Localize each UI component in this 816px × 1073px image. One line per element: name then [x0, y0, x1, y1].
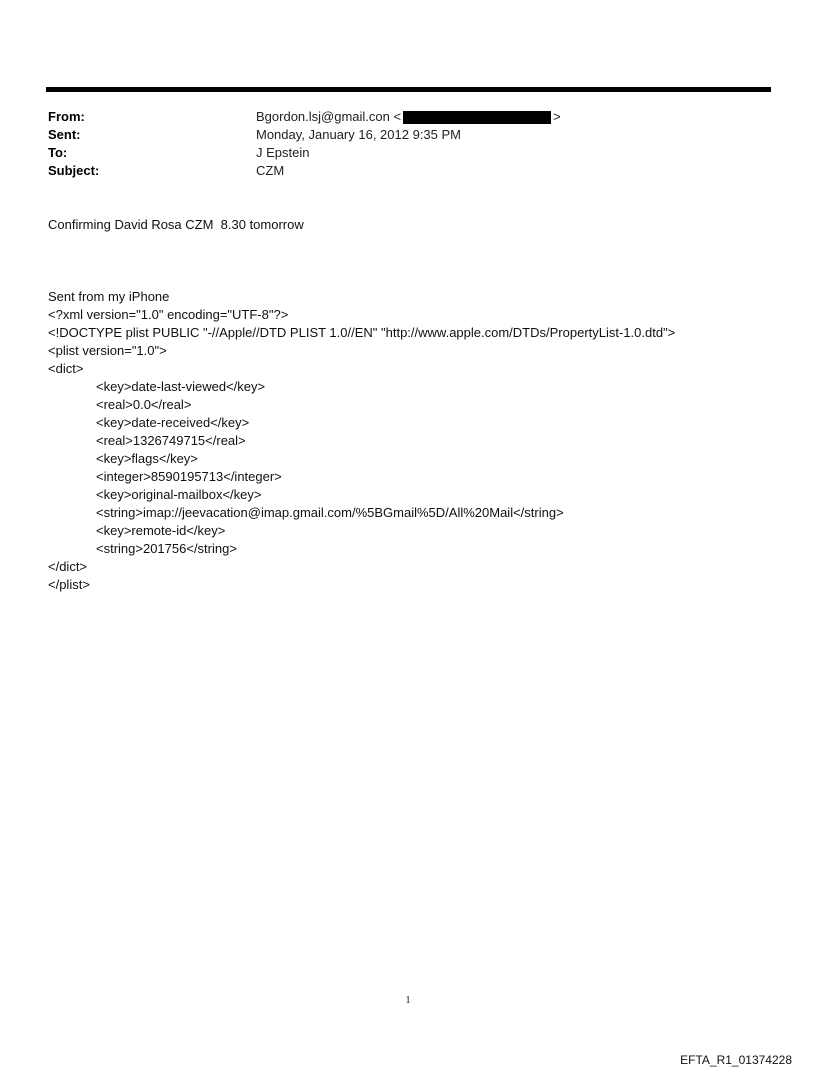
xml-line: </dict> — [48, 559, 88, 574]
email-body: Confirming David Rosa CZM 8.30 tomorrow — [48, 217, 304, 232]
sent-label: Sent: — [48, 127, 81, 142]
subject-value: CZM — [256, 163, 285, 178]
redaction-block — [403, 111, 551, 124]
xml-line: <real>1326749715</real> — [96, 433, 246, 448]
xml-line: <string>imap://jeevacation@imap.gmail.com/%5BGmail%5D/All%20Mail</string> — [96, 505, 564, 520]
xml-line: <key>original-mailbox</key> — [96, 487, 262, 502]
xml-line: <plist version="1.0"> — [48, 343, 167, 358]
from-address: Bgordon.lsj@gmail.con < — [256, 109, 402, 124]
xml-line: <key>date-received</key> — [96, 415, 250, 430]
sent-row — [48, 126, 748, 144]
plist-xml — [48, 306, 768, 594]
signature-line: Sent from my iPhone — [48, 289, 170, 304]
xml-line: <dict> — [48, 361, 84, 376]
document-id: EFTA_R1_01374228 — [680, 1053, 792, 1067]
sent-value: Monday, January 16, 2012 9:35 PM — [256, 127, 461, 142]
email-header — [48, 108, 748, 180]
xml-line: <string>201756</string> — [96, 541, 237, 556]
subject-row — [48, 162, 748, 180]
xml-line: <integer>8590195713</integer> — [96, 469, 282, 484]
from-value — [256, 108, 561, 126]
xml-line: <real>0.0</real> — [96, 397, 192, 412]
from-row — [48, 108, 748, 126]
xml-line: <key>flags</key> — [96, 451, 198, 466]
subject-label: Subject: — [48, 163, 100, 178]
from-label: From: — [48, 109, 85, 124]
to-row — [48, 144, 748, 162]
to-value: J Epstein — [256, 145, 310, 160]
xml-line: <!DOCTYPE plist PUBLIC "-//Apple//DTD PLIST 1.0//EN" "http://www.apple.com/DTDs/PropertyList-1.0.dtd"> — [48, 325, 676, 340]
xml-line: <key>remote-id</key> — [96, 523, 226, 538]
to-label: To: — [48, 145, 68, 160]
page-number: 1 — [405, 995, 411, 1006]
xml-line: <key>date-last-viewed</key> — [96, 379, 266, 394]
xml-line: </plist> — [48, 577, 90, 592]
xml-line: <?xml version="1.0" encoding="UTF-8"?> — [48, 307, 289, 322]
from-address-close: > — [553, 109, 561, 124]
header-divider — [46, 87, 771, 92]
email-signature-block — [48, 288, 768, 594]
